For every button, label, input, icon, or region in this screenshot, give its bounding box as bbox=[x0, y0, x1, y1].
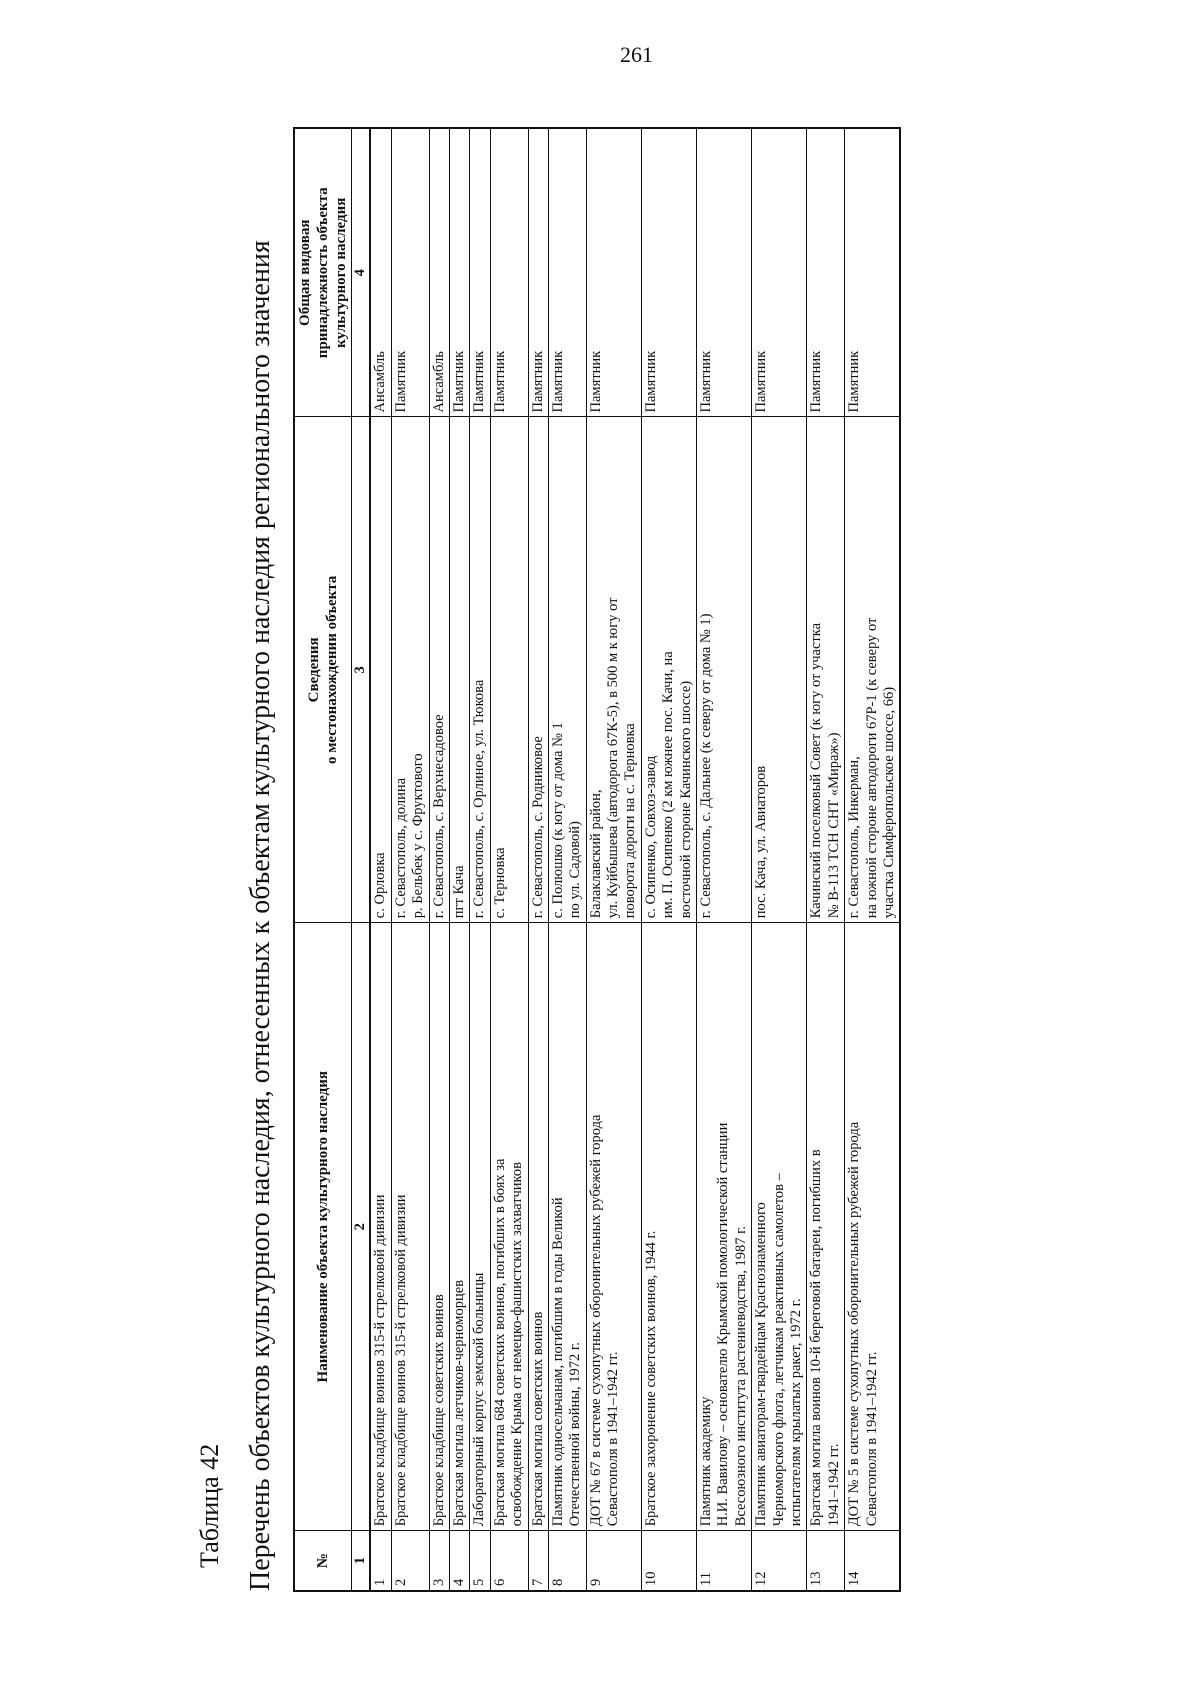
object-name: ДОТ № 67 в системе сухопутных оборонительных рубежей города Севастополя в 1941–1942 гг. bbox=[586, 923, 641, 1531]
object-type: Памятник bbox=[391, 128, 429, 417]
table-header-row bbox=[294, 128, 352, 1591]
row-number: 14 bbox=[845, 1531, 901, 1591]
object-type: Памятник bbox=[470, 128, 490, 417]
row-number: 3 bbox=[429, 1531, 449, 1591]
row-number: 11 bbox=[697, 1531, 752, 1591]
object-type: Памятник bbox=[752, 128, 807, 417]
object-name: Братское кладбище воинов 315-й стрелковой дивизии bbox=[391, 923, 429, 1531]
row-number: 6 bbox=[490, 1531, 528, 1591]
object-name: Братская могила советских воинов bbox=[528, 923, 548, 1531]
object-type: Памятник bbox=[697, 128, 752, 417]
row-number: 7 bbox=[528, 1531, 548, 1591]
object-name: Братская могила 684 советских воинов, погибших в боях за освобождение Крыма от немецко-фашистских захватчиков bbox=[490, 923, 528, 1531]
row-number: 12 bbox=[752, 1531, 807, 1591]
row-number: 13 bbox=[807, 1531, 845, 1591]
object-name: Братская могила летчиков-черноморцев bbox=[449, 923, 469, 1531]
page-title: Перечень объектов культурного наследия, отнесенных к объектам культурного наследия регионального значения bbox=[245, 240, 276, 1591]
object-type: Памятник bbox=[807, 128, 845, 417]
object-type: Ансамбль bbox=[370, 128, 391, 417]
table-row bbox=[641, 128, 696, 1591]
object-type: Памятник bbox=[548, 128, 586, 417]
object-name: Памятник академику Н.И. Вавилову – основателю Крымской помологической станции Всесоюзного института растениеводства, 1987 г. bbox=[697, 923, 752, 1531]
table-body bbox=[352, 128, 901, 1591]
table-row bbox=[697, 128, 752, 1591]
object-location: пос. Кача, ул. Авиаторов bbox=[752, 417, 807, 923]
column-numbers-row bbox=[352, 128, 371, 1591]
table-row bbox=[391, 128, 429, 1591]
table-row bbox=[586, 128, 641, 1591]
page-number: 261 bbox=[620, 42, 653, 67]
column-number: 1 bbox=[352, 1531, 371, 1591]
heritage-table bbox=[293, 127, 901, 1592]
object-name: Братская могила воинов 10-й береговой батареи, погибших в 1941–1942 гг. bbox=[807, 923, 845, 1531]
row-number: 8 bbox=[548, 1531, 586, 1591]
object-location: с. Полюшко (к югу от дома № 1 по ул. Садовой) bbox=[548, 417, 586, 923]
object-type: Памятник bbox=[586, 128, 641, 417]
row-number: 9 bbox=[586, 1531, 641, 1591]
object-name: Памятник односельчанам, погибшим в годы Великой Отечественной войны, 1972 г. bbox=[548, 923, 586, 1531]
row-number: 10 bbox=[641, 1531, 696, 1591]
table-row bbox=[429, 128, 449, 1591]
object-name: Братское захоронение советских воинов, 1944 г. bbox=[641, 923, 696, 1531]
object-name: Памятник авиаторам-гвардейцам Краснознаменного Черноморского флота, летчикам реактивных самолетов – испытателям крылатых ракет, 1972 г. bbox=[752, 923, 807, 1531]
table-row bbox=[528, 128, 548, 1591]
object-type: Памятник bbox=[641, 128, 696, 417]
table-row bbox=[752, 128, 807, 1591]
object-location: Качинский поселковый Совет (к югу от участка № В-113 ТСН СНТ «Мираж») bbox=[807, 417, 845, 923]
table-row bbox=[548, 128, 586, 1591]
object-type: Ансамбль bbox=[429, 128, 449, 417]
table-row bbox=[807, 128, 845, 1591]
table-row bbox=[490, 128, 528, 1591]
object-type: Памятник bbox=[528, 128, 548, 417]
object-name: ДОТ № 5 в системе сухопутных оборонительных рубежей города Севастополя в 1941–1942 гг. bbox=[845, 923, 901, 1531]
object-location: г. Севастополь, с. Орлиное, ул. Тюкова bbox=[470, 417, 490, 923]
object-name: Лабораторный корпус земской больницы bbox=[470, 923, 490, 1531]
rotated-content bbox=[195, 83, 1055, 1643]
object-location: г. Севастополь, с. Дальнее (к северу от дома № 1) bbox=[697, 417, 752, 923]
object-location: с. Орловка bbox=[370, 417, 391, 923]
column-number: 2 bbox=[352, 923, 371, 1531]
object-location: г. Севастополь, долина р. Бельбек у с. Фруктового bbox=[391, 417, 429, 923]
object-type: Памятник bbox=[449, 128, 469, 417]
object-location: Балаклавский район, ул. Куйбышева (автодорога 67К-5), в 500 м к югу от поворота дороги на с. Терновка bbox=[586, 417, 641, 923]
object-location: г. Севастополь, Инкерман, на южной стороне автодороги 67Р-1 (к северу от участка Симферопольское шоссе, 66) bbox=[845, 417, 901, 923]
column-number: 3 bbox=[352, 417, 371, 923]
object-location: г. Севастополь, с. Верхнесадовое bbox=[429, 417, 449, 923]
object-location: г. Севастополь, с. Родниковое bbox=[528, 417, 548, 923]
header-location: Сведения о местонахождении объекта bbox=[294, 417, 352, 923]
object-location: с. Терновка bbox=[490, 417, 528, 923]
object-type: Памятник bbox=[490, 128, 528, 417]
table-row bbox=[449, 128, 469, 1591]
object-name: Братское кладбище советских воинов bbox=[429, 923, 449, 1531]
header-type: Общая видовая принадлежность объекта культурного наследия bbox=[294, 128, 352, 417]
table-label: Таблица 42 bbox=[195, 1443, 224, 1568]
object-location: пгт Кача bbox=[449, 417, 469, 923]
table-row bbox=[470, 128, 490, 1591]
object-type: Памятник bbox=[845, 128, 901, 417]
header-number: № bbox=[294, 1531, 352, 1591]
row-number: 1 bbox=[370, 1531, 391, 1591]
row-number: 4 bbox=[449, 1531, 469, 1591]
row-number: 5 bbox=[470, 1531, 490, 1591]
table-row bbox=[845, 128, 901, 1591]
object-location: с. Осипенко, Совхоз-завод им. П. Осипенко (2 км южнее пос. Качи, на восточной стороне Качинского шоссе) bbox=[641, 417, 696, 923]
table-row bbox=[370, 128, 391, 1591]
object-name: Братское кладбище воинов 315-й стрелковой дивизии bbox=[370, 923, 391, 1531]
header-name: Наименование объекта культурного наследия bbox=[294, 923, 352, 1531]
column-number: 4 bbox=[352, 128, 371, 417]
row-number: 2 bbox=[391, 1531, 429, 1591]
